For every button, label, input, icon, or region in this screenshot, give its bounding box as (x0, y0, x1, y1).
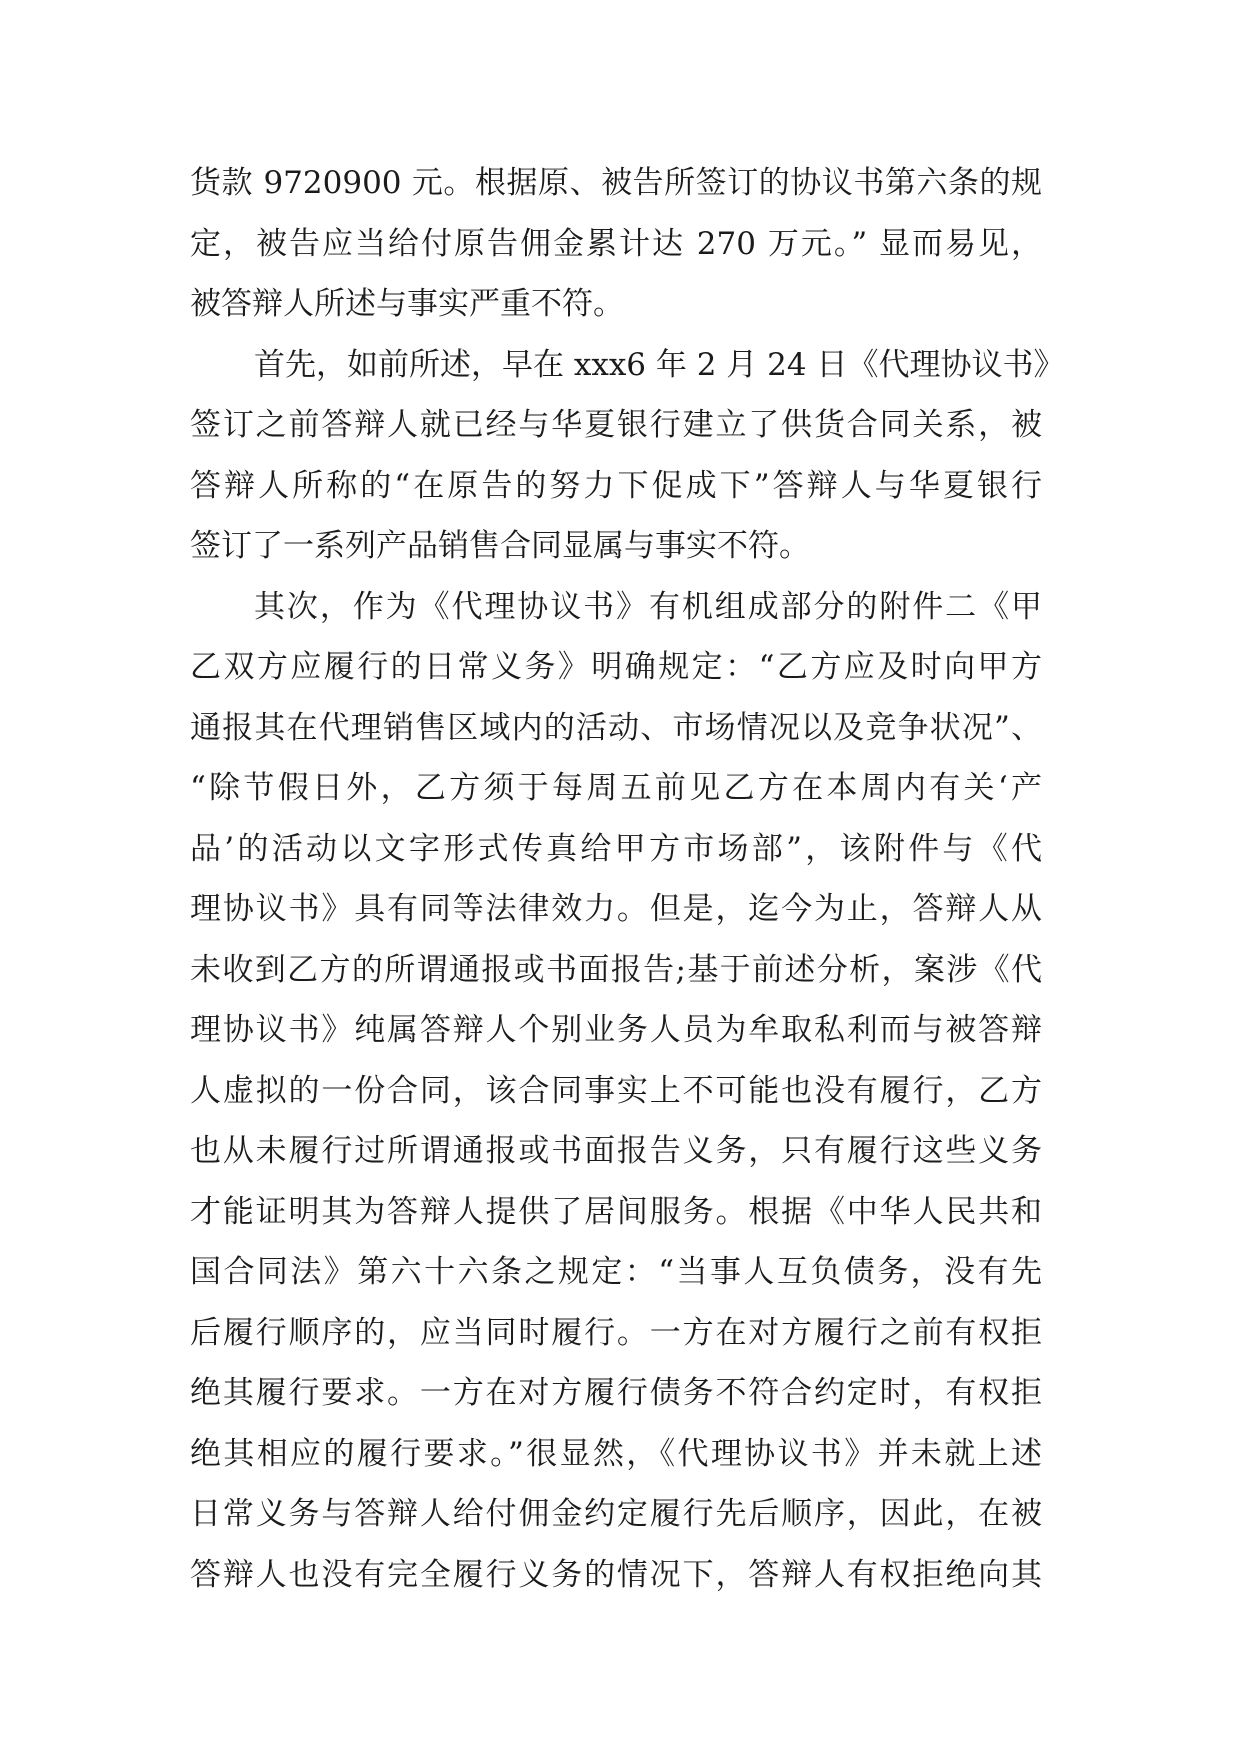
text-line: 首先，如前所述，早在 xxx6 年 2 月 24 日《代理协议书》 (254, 346, 1065, 383)
text-line: 绝其相应的履行要求。”很显然，《代理协议书》并未就上述 (190, 1435, 1042, 1472)
document-body (190, 153, 1065, 1605)
text-line: 绝其履行要求。一方在对方履行债务不符合约定时，有权拒 (190, 1375, 1042, 1411)
text-line: 货款 9720900 元。根据原、被告所签订的协议书第六条的规 (190, 165, 1042, 201)
text-line: 被答辩人所述与事实严重不符。 (190, 286, 624, 322)
text-line: 也从未履行过所谓通报或书面报告义务，只有履行这些义务 (190, 1133, 1042, 1169)
text-line: “除节假日外，乙方须于每周五前见乙方在本周内有关‘产 (190, 770, 1042, 806)
text-line: 通报其在代理销售区域内的活动、市场情况以及竞争状况”、 (190, 709, 1042, 746)
paragraph-second (190, 577, 1042, 1606)
text-line: 答辩人所称的“在原告的努力下促成下”答辩人与华夏银行 (190, 467, 1042, 504)
paragraph-first (190, 335, 1065, 577)
text-line: 未收到乙方的所谓通报或书面报告;基于前述分析，案涉《代 (190, 951, 1042, 988)
text-line: 签订了一系列产品销售合同显属与事实不符。 (190, 528, 810, 564)
text-line: 其次，作为《代理协议书》有机组成部分的附件二《甲 (254, 588, 1042, 625)
text-line: 人虚拟的一份合同，该合同事实上不可能也没有履行，乙方 (190, 1072, 1042, 1109)
text-line: 理协议书》纯属答辩人个别业务人员为牟取私利而与被答辩 (190, 1012, 1042, 1048)
paragraph-continued (190, 153, 1042, 335)
text-line: 乙双方应履行的日常义务》明确规定：“乙方应及时向甲方 (190, 649, 1042, 685)
text-line: 理协议书》具有同等法律效力。但是，迄今为止，答辩人从 (190, 891, 1042, 927)
text-line: 答辩人也没有完全履行义务的情况下，答辩人有权拒绝向其 (190, 1556, 1042, 1593)
text-line: 才能证明其为答辩人提供了居间服务。根据《中华人民共和 (190, 1193, 1042, 1230)
text-line: 签订之前答辩人就已经与华夏银行建立了供货合同关系，被 (190, 407, 1042, 443)
text-line: 后履行顺序的，应当同时履行。一方在对方履行之前有权拒 (190, 1314, 1042, 1351)
text-line: 品’的活动以文字形式传真给甲方市场部”，该附件与《代 (190, 830, 1042, 867)
text-line: 定，被告应当给付原告佣金累计达 270 万元。” 显而易见， (190, 225, 1042, 262)
text-line: 国合同法》第六十六条之规定：“当事人互负债务，没有先 (190, 1254, 1042, 1290)
text-line: 日常义务与答辩人给付佣金约定履行先后顺序，因此，在被 (190, 1496, 1042, 1532)
